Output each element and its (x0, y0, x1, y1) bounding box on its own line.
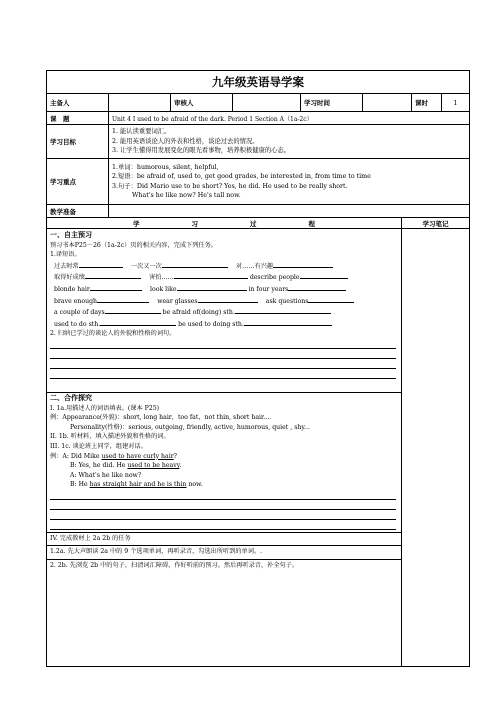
phrase: look like (150, 285, 177, 293)
dialog-text: A: What's he like now? (70, 471, 142, 479)
key-points-list (109, 159, 469, 204)
key-point-item: 2.短语：be afraid of, used to, get good grades, be interested in, from time to time (112, 173, 371, 180)
preparer-label: 主备人 (47, 94, 109, 111)
writing-line[interactable] (50, 359, 396, 369)
process-header-row (47, 218, 469, 229)
dialog-text: . (179, 462, 182, 470)
process-char: 过 (250, 219, 257, 228)
writing-line[interactable] (50, 500, 396, 510)
header-row (47, 94, 469, 112)
objective-item: 2. 能用英语谈论人的外表和性格，谈论过去的情况。 (112, 137, 259, 145)
phrase: in four years (248, 285, 289, 293)
example-label: 例：Appearance(外貌)： (50, 414, 124, 422)
key-points-row (47, 159, 469, 205)
section2-item-iv2-block (47, 559, 401, 571)
phrase-line (50, 271, 398, 283)
section1-intro: 预习书本P25－26（1a-2c）页的相关内容，完成下列任务。 (50, 241, 217, 249)
phrase-line (50, 283, 398, 295)
answer-blank[interactable] (198, 295, 258, 303)
dialog-underlined: used to be heavy (127, 462, 180, 470)
answer-blank[interactable] (100, 318, 176, 326)
writing-line[interactable] (50, 339, 396, 349)
answer-blank[interactable] (85, 271, 141, 279)
phrase: 取得好成绩 (54, 274, 85, 282)
page-title: 九年级英语导学案 (212, 75, 304, 89)
answer-blank[interactable] (177, 283, 247, 291)
writing-line[interactable] (50, 510, 396, 520)
phrase: be afraid of(doing) sth. (162, 309, 235, 317)
answer-blank[interactable] (162, 260, 228, 268)
answer-blank[interactable] (90, 283, 142, 291)
phrase: wear glasses (157, 297, 198, 305)
dialog-underlined: has straight hair and he is thin (89, 481, 187, 489)
objectives-row (47, 125, 469, 159)
writing-line[interactable] (50, 520, 396, 530)
reviewer-label: 审核人 (171, 94, 233, 111)
phrase: a couple of days (54, 309, 105, 317)
key-point-item: What's he like now? He's tall now. (132, 192, 241, 199)
dialog-text: 例：A: Did Mike (50, 452, 102, 460)
section2-item-ii: II. 1b. 听材料，填入描述外貌和性格的词。 (50, 433, 170, 441)
task2-label: 2. 归纳已学过的谈论人的外貌和性格的词句。 (50, 330, 176, 338)
phrase: 害怕…… (149, 274, 174, 282)
answer-blank[interactable] (300, 271, 348, 279)
phrase: used to do sth. (54, 320, 101, 328)
answer-blank[interactable] (308, 295, 354, 303)
objective-item: 3. 让学生懂得用发展变化的眼光看事物，培养积极健康的心态。 (112, 147, 291, 155)
notes-column[interactable] (402, 229, 469, 666)
section2-item-iv2: 2. 2b. 先浏览 2b 中的句子，扫清词汇障碍，作好听前的预习。然后再听录音，补全句子。 (50, 562, 299, 570)
section2-item-iv1-block (47, 545, 401, 557)
notes-header: 学习笔记 (422, 219, 449, 228)
section2-item-iv-block (47, 532, 401, 544)
dialog-underlined: used to have curly hair (101, 452, 174, 460)
worksheet-table (46, 70, 470, 667)
phrase: brave enough (54, 297, 98, 305)
answer-blank[interactable] (288, 283, 346, 291)
phrase: be used to doing sth. (178, 320, 244, 328)
phrase: 一次又一次 (130, 262, 162, 270)
answer-blank[interactable] (273, 260, 333, 268)
section2 (47, 392, 401, 530)
answer-blank[interactable] (105, 306, 161, 314)
dialog-line (50, 471, 398, 481)
topic-label: 课 题 (47, 112, 109, 124)
dialog-line (50, 480, 398, 490)
dialog-text: B: He (70, 481, 90, 489)
dialog-text: now. (186, 481, 203, 489)
section2-item-i: I. 1a.用描述人的词语填表。(课本 P25) (50, 404, 160, 412)
process-char: 程 (308, 219, 315, 228)
process-body (47, 229, 469, 666)
prep-row (47, 205, 469, 218)
task1-label: 1.译短语。 (50, 251, 81, 259)
section2-heading: 二、合作探究 (50, 393, 92, 402)
example-text: serious, outgoing, friendly, active, humorous, quiet , shy... (128, 423, 310, 431)
period-value: 1 (453, 98, 458, 107)
section2-item-iv1: 1.2a. 先大声朗读 2a 中的 9 个选项单词，再听录音，勾选出所听到的单词。. (50, 548, 263, 556)
section1-heading: 一、自主预习 (50, 231, 92, 239)
answer-blank[interactable] (174, 271, 248, 279)
writing-line[interactable] (50, 369, 396, 379)
writing-line[interactable] (50, 349, 396, 359)
section2-item-iii: III. 1c. 谈论班上同学，组建对话。 (50, 442, 147, 450)
example-text: short, long hair，too fat，not thin, short hair.... (123, 414, 272, 422)
objectives-list (109, 125, 469, 158)
answer-blank[interactable] (235, 306, 331, 314)
key-point-item: 1.单词：humorous, silent, helpful, (112, 163, 219, 171)
topic-row (47, 112, 469, 125)
phrase: ask questions (265, 297, 309, 305)
phrase: blonde hair (54, 285, 90, 293)
title-row (47, 71, 469, 94)
answer-blank[interactable] (97, 295, 149, 303)
example-personality (50, 423, 398, 433)
example-appearance (50, 413, 398, 423)
objective-item: 1. 能认读重要词汇。 (112, 128, 171, 136)
dialog-line (50, 452, 398, 462)
key-point-item: 3.句子：Did Mario use to be short? Yes, he did. He used to be really short. (112, 182, 348, 190)
dialog-text: B: Yes, he did. He (70, 462, 128, 470)
topic-value: Unit 4 I used to be afraid of the dark. Period 1 Section A（1a-2c） (112, 115, 313, 123)
prep-value (109, 205, 469, 217)
answer-blank[interactable] (244, 318, 332, 326)
section2-item-iv: IV. 完成教材上 2a 2b 的任务 (50, 534, 131, 542)
answer-blank[interactable] (79, 260, 123, 268)
study-time-value (363, 94, 412, 111)
phrase: describe people (249, 274, 300, 282)
phrase-line (50, 295, 398, 307)
process-column (47, 229, 402, 666)
phrase: 过去时常 (54, 262, 79, 270)
writing-line[interactable] (50, 490, 396, 500)
phrase-line (50, 260, 398, 272)
process-char: 学 (133, 219, 140, 228)
period-label: 课时 (412, 94, 442, 111)
study-time-label: 学习时间 (301, 94, 363, 111)
process-header (47, 218, 402, 228)
dialog-line (50, 461, 398, 471)
prep-label: 教学准备 (47, 205, 109, 217)
phrase-line (50, 306, 398, 318)
example-label: Personality(性格)： (70, 423, 129, 431)
key-points-label: 学习重点 (47, 159, 109, 204)
dialog-text: ? (173, 452, 177, 460)
phrase: 对……有兴趣 (236, 262, 274, 270)
reviewer-value (233, 94, 301, 111)
process-char: 习 (191, 219, 198, 228)
preparer-value (109, 94, 171, 111)
phrase-line (50, 318, 398, 330)
objectives-label: 学习目标 (47, 125, 109, 158)
